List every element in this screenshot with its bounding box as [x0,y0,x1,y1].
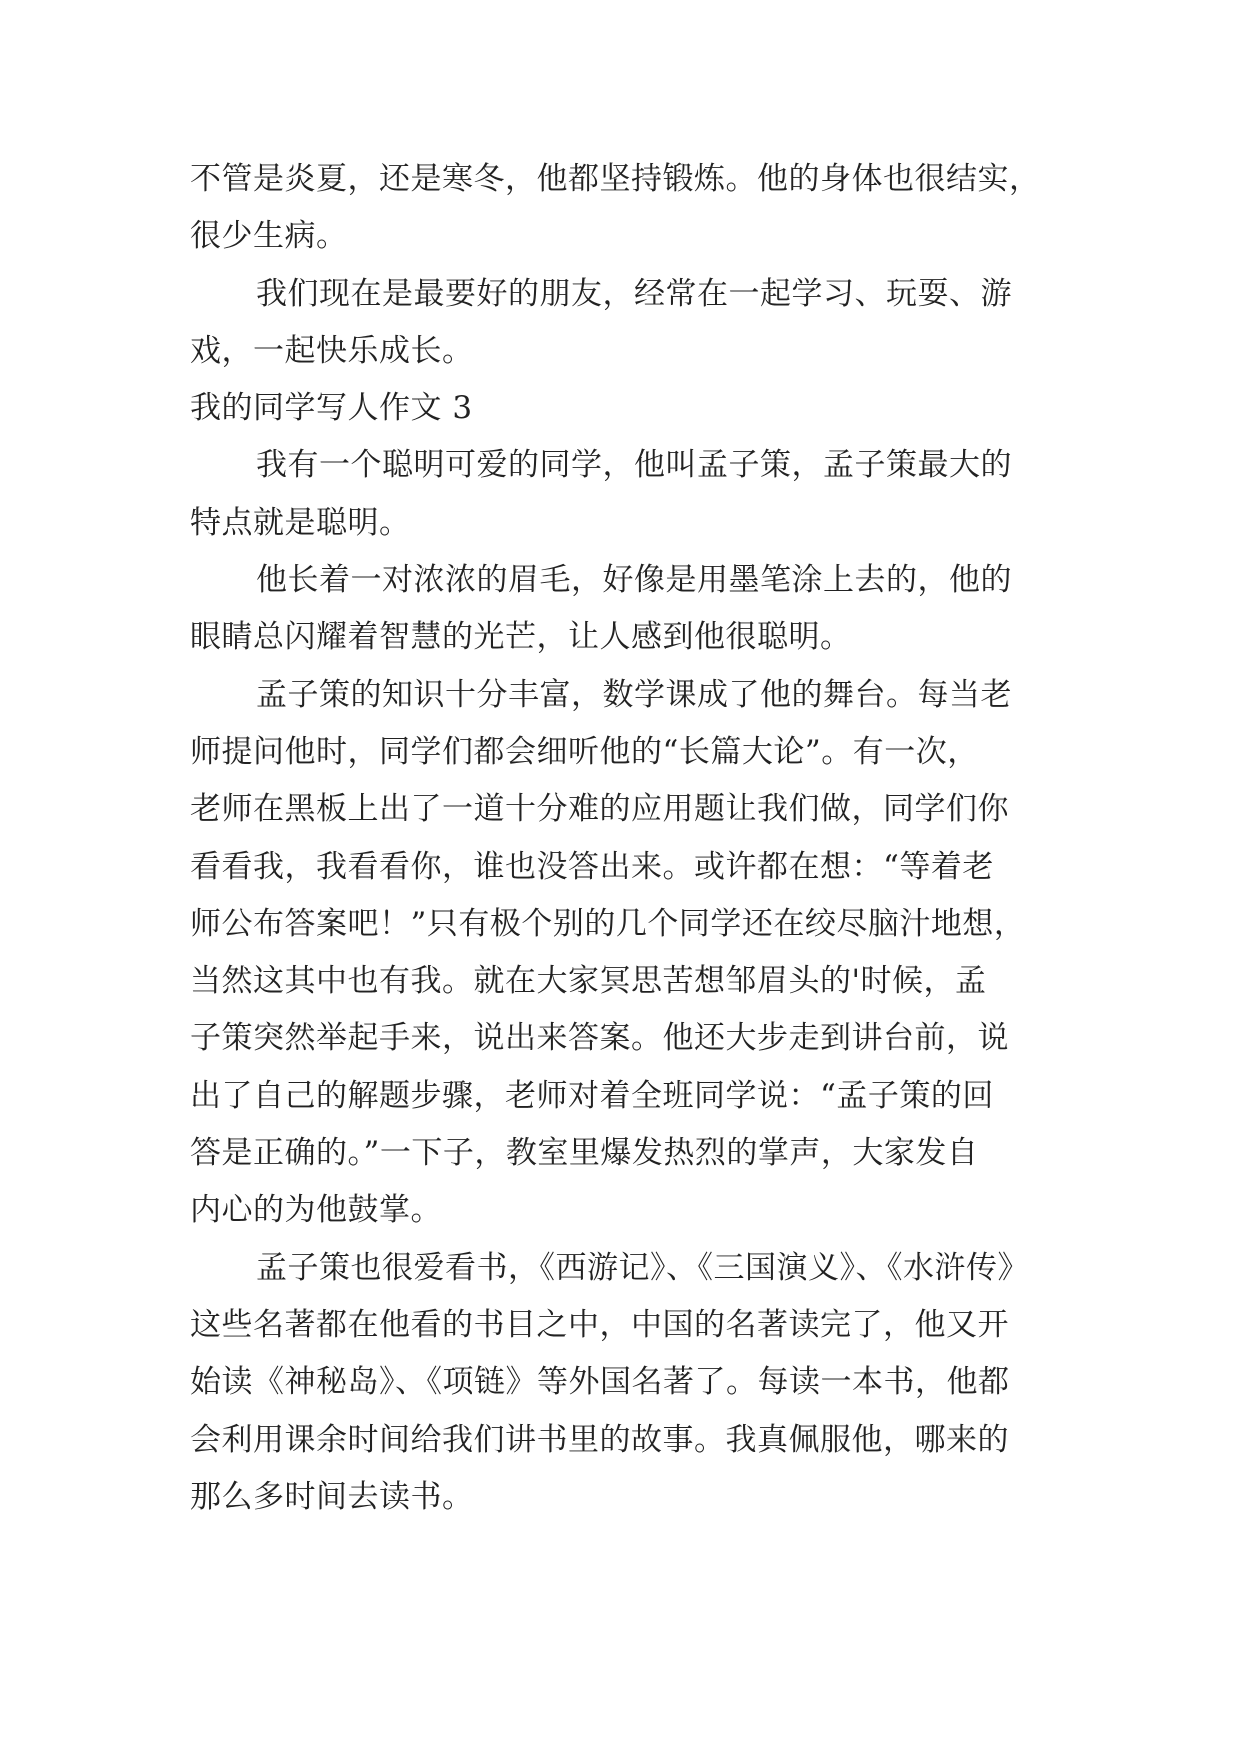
text-line: 孟子策也很爱看书，《西游记》、《三国演义》、《水浒传》 [256,1249,1029,1286]
text-line: 始读《神秘岛》、《项链》等外国名著了。每读一本书，他都 [190,1364,1010,1401]
text-line: 特点就是聪明。 [190,504,411,541]
text-line: 他长着一对浓浓的眉毛，好像是用墨笔涂上去的，他的 [256,562,1012,599]
text-line: 当然这其中也有我。就在大家冥思苦想邹眉头的'时候，孟 [190,963,987,1000]
text-line: 很少生病。 [190,218,348,255]
text-line: 看看我，我看看你，谁也没答出来。或许都在想：“等着老 [190,848,994,885]
text-line: 那么多时间去读书。 [190,1478,474,1515]
text-line: 师提问他时，同学们都会细听他的“长篇大论”。有一次， [190,733,979,770]
text-line: 这些名著都在他看的书目之中，中国的名著读完了，他又开 [190,1306,1009,1343]
text-line: 不管是炎夏，还是寒冬，他都坚持锻炼。他的身体也很结实， [190,161,1041,197]
section-heading: 我的同学写人作文 3 [190,390,473,427]
text-line: 答是正确的。”一下子，教室里爆发热烈的掌声，大家发自 [190,1135,979,1172]
text-line: 老师在黑板上出了一道十分难的应用题让我们做，同学们你 [190,791,1009,828]
text-line: 子策突然举起手来，说出来答案。他还大步走到讲台前，说 [190,1020,1009,1057]
text-line: 眼睛总闪耀着智慧的光芒，让人感到他很聪明。 [190,619,852,656]
text-line: 出了自己的解题步骤，老师对着全班同学说：“孟子策的回 [190,1077,994,1114]
essay-text [190,151,1050,1526]
text-line: 师公布答案吧！”只有极个别的几个同学还在绞尽脑汁地想， [190,905,1026,942]
text-line: 我有一个聪明可爱的同学，他叫孟子策，孟子策最大的 [256,447,1012,484]
text-line: 会利用课余时间给我们讲书里的故事。我真佩服他，哪来的 [190,1421,1009,1458]
text-line: 孟子策的知识十分丰富，数学课成了他的舞台。每当老 [256,676,1012,713]
text-line: 戏，一起快乐成长。 [190,332,474,369]
text-line: 内心的为他鼓掌。 [190,1192,442,1229]
text-line: 我们现在是最要好的朋友，经常在一起学习、玩耍、游 [256,275,1012,312]
